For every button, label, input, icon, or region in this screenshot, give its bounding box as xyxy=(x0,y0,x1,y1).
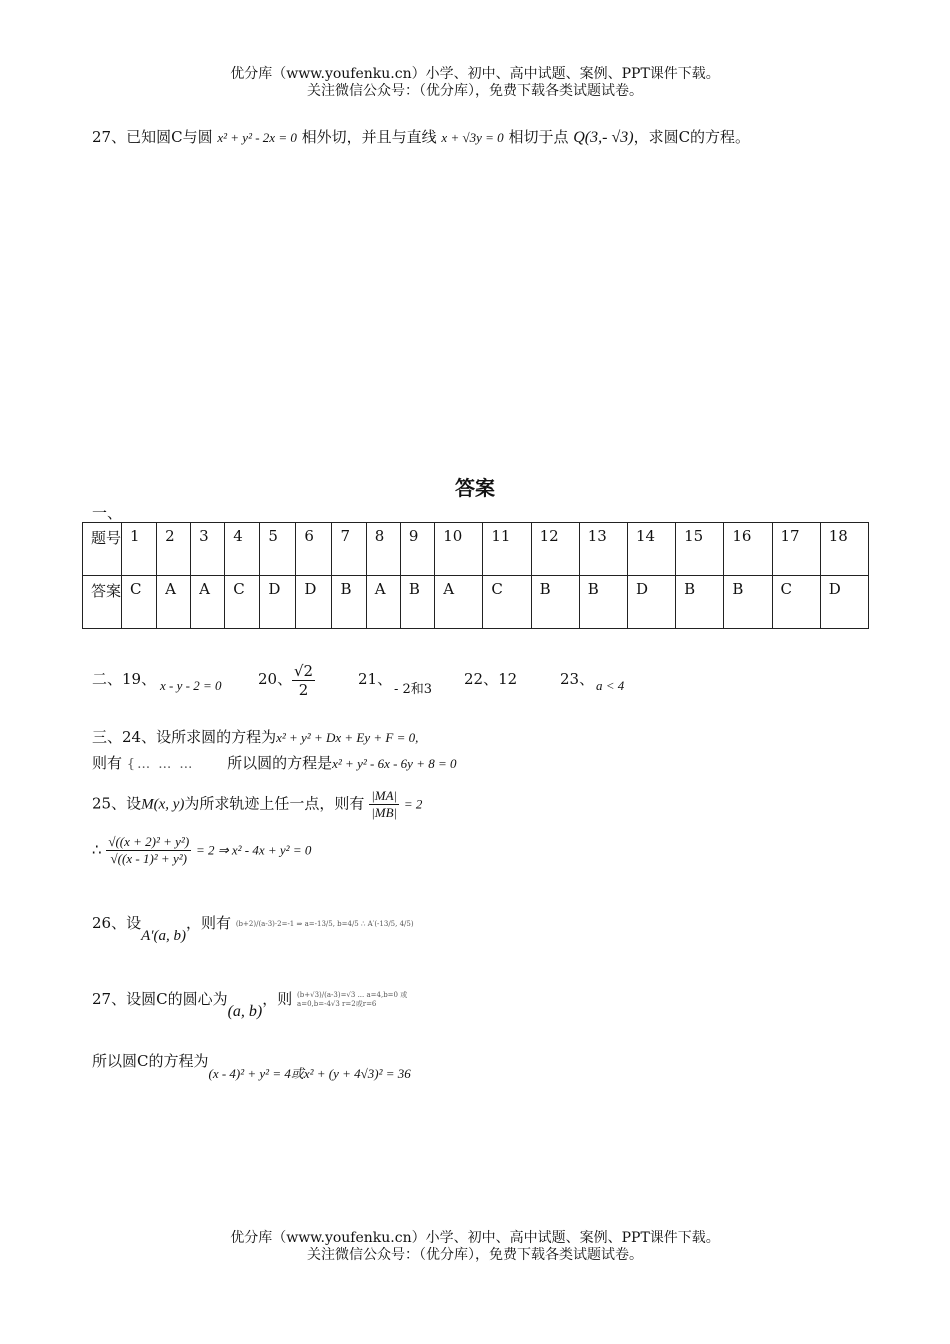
table-cell: 5 xyxy=(260,523,296,576)
q24-then: 则有 xyxy=(92,754,123,772)
section-1-label: 一、 xyxy=(92,504,123,522)
q19-answer: x - y - 2 = 0 xyxy=(160,678,222,693)
q23-label: 23、 xyxy=(560,670,595,688)
table-row xyxy=(83,576,869,629)
table-cell: A xyxy=(435,576,483,629)
q25-ratio-rhs: = 2 xyxy=(403,796,423,812)
q23-answer: a < 4 xyxy=(596,678,625,693)
answer-table xyxy=(82,522,869,629)
q24-system: {… … … xyxy=(126,757,195,772)
table-cell: A xyxy=(191,576,225,629)
q26-text: ，则有 xyxy=(186,914,232,932)
table-cell: 13 xyxy=(579,523,627,576)
table-cell: C xyxy=(225,576,260,629)
q27-point: Q(3,- √3) xyxy=(573,129,634,146)
q27-answer-text: ，则 xyxy=(262,990,293,1008)
table-cell: D xyxy=(296,576,332,629)
table-cell: B xyxy=(400,576,434,629)
table-cell: D xyxy=(627,576,675,629)
table-cell: 18 xyxy=(820,523,868,576)
table-cell: A xyxy=(157,576,191,629)
q27-answer-intro: 27、设圆C的圆心为 xyxy=(92,990,228,1008)
page-header xyxy=(0,66,950,100)
q25-ratio-den: |MB| xyxy=(371,805,398,820)
table-cell: B xyxy=(724,576,772,629)
q25-line-1 xyxy=(92,788,422,821)
q21-answer: - 2和3 xyxy=(394,682,433,697)
row-label-answers: 答案 xyxy=(83,576,122,629)
q24-line-2 xyxy=(92,752,457,773)
table-cell: 17 xyxy=(772,523,820,576)
q20-fraction xyxy=(292,662,315,699)
table-row xyxy=(83,523,869,576)
q19-label: 二、19、 xyxy=(92,670,157,688)
q24-so: 所以圆的方程是 xyxy=(227,754,333,772)
table-cell: D xyxy=(820,576,868,629)
table-cell: 10 xyxy=(435,523,483,576)
q27-prefix: 27、已知圆C与圆 xyxy=(92,128,213,146)
table-cell: 9 xyxy=(400,523,434,576)
q25-result: = 2 ⇒ x² - 4x + y² = 0 xyxy=(195,842,312,858)
q22-answer: 22、12 xyxy=(464,670,518,688)
table-cell: C xyxy=(122,576,157,629)
q27-mid: 相外切，并且与直线 xyxy=(301,128,437,146)
table-cell: B xyxy=(332,576,366,629)
q25-therefore: ∴ xyxy=(92,840,102,859)
q20-label: 20、 xyxy=(258,670,293,688)
q25-ratio xyxy=(369,788,399,821)
q27-suffix: ，求圆C的方程。 xyxy=(633,128,751,146)
q20-numerator: √2 xyxy=(294,662,314,680)
q24-result: x² + y² - 6x - 6y + 8 = 0 xyxy=(332,756,457,771)
q27-line-equation: x + √3y = 0 xyxy=(441,130,504,145)
table-cell: 15 xyxy=(676,523,724,576)
q25-fraction-num: √((x + 2)² + y²) xyxy=(108,834,190,849)
q24-line-1 xyxy=(92,726,418,747)
q26-intro: 26、设 xyxy=(92,914,142,932)
table-cell: B xyxy=(676,576,724,629)
q20-denominator: 2 xyxy=(298,681,309,699)
q25-ratio-num: |MA| xyxy=(371,788,398,803)
table-cell: 1 xyxy=(122,523,157,576)
header-line-1: 优分库（www.youfenku.cn）小学、初中、高中试题、案例、PPT课件下载。 xyxy=(230,66,720,82)
q27-result-intro: 所以圆C的方程为 xyxy=(92,1052,209,1070)
q27-center: (a, b) xyxy=(227,1003,263,1020)
table-cell: 7 xyxy=(332,523,366,576)
table-cell: 12 xyxy=(531,523,579,576)
header-line-2: 关注微信公众号：（优分库），免费下载各类试题试卷。 xyxy=(307,83,643,99)
q21-label: 21、 xyxy=(358,670,393,688)
q27-answer-line xyxy=(92,988,447,1020)
table-cell: 4 xyxy=(225,523,260,576)
answers-title: 答案 xyxy=(455,476,495,500)
table-cell: B xyxy=(531,576,579,629)
table-cell: C xyxy=(772,576,820,629)
footer-line-2: 关注微信公众号：（优分库），免费下载各类试题试卷。 xyxy=(307,1247,643,1263)
table-cell: B xyxy=(579,576,627,629)
q25-intro: 25、设 xyxy=(92,794,142,813)
row-label-numbers: 题号 xyxy=(83,523,122,576)
q26-point: A′(a, b) xyxy=(141,928,187,944)
table-cell: 16 xyxy=(724,523,772,576)
question-27 xyxy=(92,126,750,147)
table-cell: 8 xyxy=(366,523,400,576)
table-cell: 3 xyxy=(191,523,225,576)
q27-result: (x - 4)² + y² = 4或x² + (y + 4√3)² = 36 xyxy=(208,1066,411,1081)
q25-point: M(x, y) xyxy=(141,796,185,813)
footer-line-1: 优分库（www.youfenku.cn）小学、初中、高中试题、案例、PPT课件下载。 xyxy=(230,1230,720,1246)
q27-working: (b+√3)/(a-3)=√3 ... a=4,b=0 或 a=0,b=-4√3 r=2或r=6 xyxy=(297,991,408,1008)
q24-intro: 三、24、设所求圆的方程为 xyxy=(92,728,277,746)
table-cell: A xyxy=(366,576,400,629)
q26-working: (b+2)/(a-3)·2=-1 ⇒ a=-13/5, b=4/5 ∴ A′(-13/5, 4/5) xyxy=(235,919,414,928)
q27-mid2: 相切于点 xyxy=(508,128,569,146)
table-cell: 11 xyxy=(483,523,531,576)
q25-fraction-den: √((x - 1)² + y²) xyxy=(110,851,187,866)
q27-result-line xyxy=(92,1050,411,1081)
q25-distance-fraction xyxy=(106,834,191,867)
table-cell: C xyxy=(483,576,531,629)
table-cell: 14 xyxy=(627,523,675,576)
q26-line xyxy=(92,912,426,944)
page-footer xyxy=(0,1230,950,1264)
q24-general-equation: x² + y² + Dx + Ey + F = 0, xyxy=(276,730,419,745)
table-cell: 2 xyxy=(157,523,191,576)
table-cell: 6 xyxy=(296,523,332,576)
table-cell: D xyxy=(260,576,296,629)
q25-line-2 xyxy=(92,834,311,867)
q25-text: 为所求轨迹上任一点，则有 xyxy=(184,794,365,813)
q27-circle-equation: x² + y² - 2x = 0 xyxy=(217,130,297,145)
